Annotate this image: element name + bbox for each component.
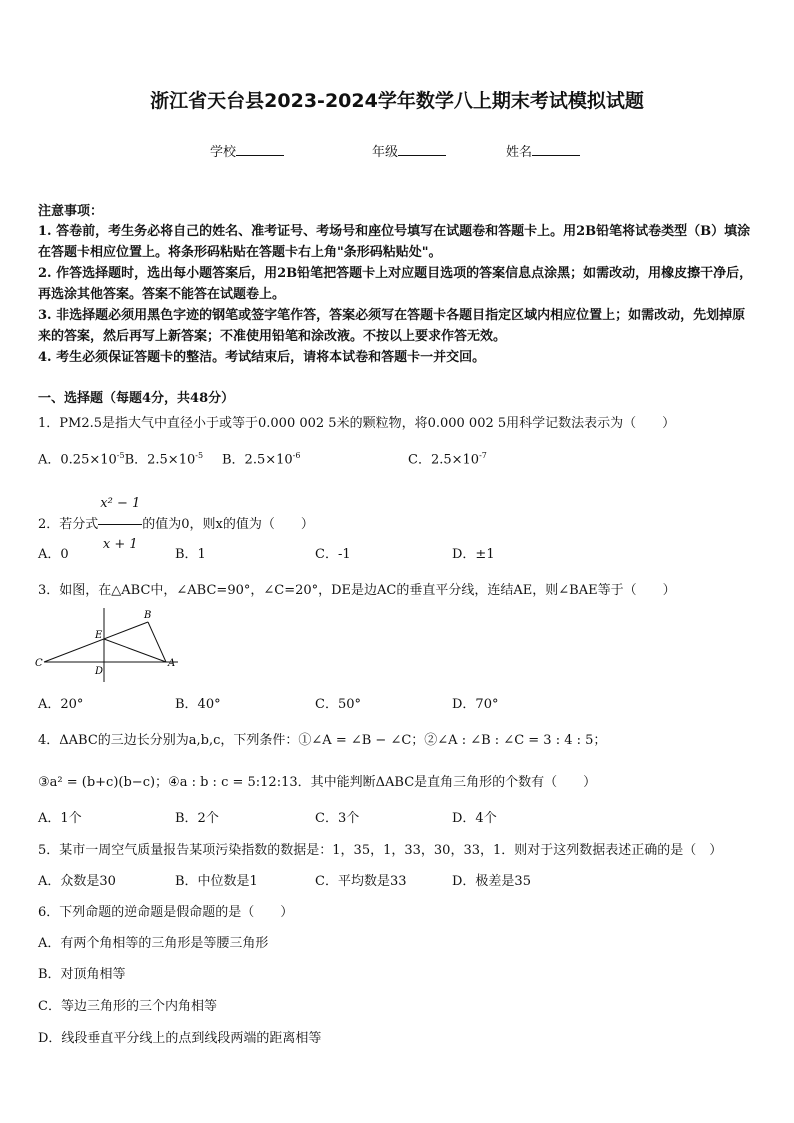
q4-line-2: ③a² = (b+c)(b−c)；④a : b : c = 5:12:13．其中能判断ΔABC是直角三角形的个数有（ ） [38,775,597,790]
q1-option-a: A．$0.25\times 10^{-5}B$．$2.5\times 10^{-5}$ [38,451,204,468]
label-c: C [35,658,43,669]
grade-blank [398,143,446,156]
q6-option-a: A．有两个角相等的三角形是等腰三角形 [38,936,269,951]
name-label: 姓名 [506,145,533,160]
notes-item-2: 2. 作答选择题时，选出每小题答案后，用2B铅笔把答题卡上对应题目选项的答案信息点涂黑；如需改动，用橡皮擦干净后，再选涂其他答案。答案不能答在试题卷上。 [38,266,753,302]
q3-stem: 3．如图，在△ABC中，∠ABC=90°，∠C=20°，DE是边AC的垂直平分线，连结AE，则∠BAE等于（ ） [38,583,676,598]
q3-option-c: C．50° [315,697,361,712]
q4-line-1: 4．ΔABC的三边长分别为a,b,c，下列条件：①∠A = ∠B − ∠C；②∠A : ∠B : ∠C = 3 : 4 : 5； [38,733,607,748]
grade-field [372,141,446,160]
q3-option-b: B．40° [175,697,221,712]
notes-item-1: 1. 答卷前，考生务必将自己的姓名、准考证号、考场号和座位号填写在试题卷和答题卡上。用2B铅笔将试卷类型（B）填涂在答题卡相应位置上。将条形码粘贴在答题卡右上角"条形码粘贴处"。 [38,224,751,260]
notes-heading: 注意事项： [38,204,104,219]
q1-option-c: B．$2.5\times 10^{-6}$ [222,451,301,468]
line-cb [44,622,148,662]
q2-option-c: C．-1 [315,547,351,562]
q2-fraction: $\frac{\text{x² − 1}}{x + 1}$ [98,484,142,565]
notes-item-4: 4. 考生必须保证答题卡的整洁。考试结束后，请将本试卷和答题卡一并交回。 [38,350,486,365]
q5-option-b: B．中位数是1 [175,874,258,889]
name-blank [532,143,580,156]
q5-option-a: A．众数是30 [38,874,116,889]
q4-option-a: A．1个 [38,811,82,826]
q2-option-b: B．1 [175,547,206,562]
grade-label: 年级 [372,145,399,160]
q2-stem: 2．若分式 $\frac{\text{x² − 1}}{x + 1}$ 的值为0，则x的值为（ ） [38,484,314,565]
q1-option-d: C．$2.5\times 10^{-7}$ [408,451,487,468]
school-label: 学校 [210,145,237,160]
q3-option-d: D．70° [452,697,499,712]
q6-option-b: B．对顶角相等 [38,967,126,982]
q3-triangle-figure [34,606,184,682]
q2-option-a: A．0 [38,547,69,562]
name-field [506,141,580,160]
q1-stem: 1．PM2.5是指大气中直径小于或等于0.000 002 5米的颗粒物，将0.000 002 5用科学记数法表示为（ ） [38,416,676,431]
q6-option-d: D．线段垂直平分线上的点到线段两端的距离相等 [38,1031,322,1046]
section-heading: 一、选择题（每题4分，共48分） [38,391,235,406]
page-title: 浙江省天台县2023-2024学年数学八上期末考试模拟试题 [150,90,644,112]
q6-option-c: C．等边三角形的三个内角相等 [38,999,217,1014]
q4-option-c: C．3个 [315,811,360,826]
label-a: A [168,658,176,669]
label-e: E [95,630,103,641]
q5-stem: 5．某市一周空气质量报告某项污染指数的数据是：1，35，1，33，30，33，1．则对于这列数据表述正确的是（ ） [38,843,723,858]
q5-option-d: D．极差是35 [452,874,531,889]
notes-item-3: 3. 非选择题必须用黑色字迹的钢笔或签字笔作答，答案必须写在答题卡各题目指定区域内相应位置上；如需改动，先划掉原来的答案，然后再写上新答案；不准使用铅笔和涂改液。不按以上要求作答无效。 [38,308,746,344]
q3-option-a: A．20° [38,697,84,712]
school-blank [236,143,284,156]
school-field [210,141,284,160]
q4-option-b: B．2个 [175,811,219,826]
label-b: B [144,610,152,621]
label-d: D [95,666,104,677]
q5-option-c: C．平均数是33 [315,874,407,889]
q4-option-d: D．4个 [452,811,497,826]
q2-option-d: D．±1 [452,547,495,562]
q6-stem: 6．下列命题的逆命题是假命题的是（ ） [38,905,294,920]
